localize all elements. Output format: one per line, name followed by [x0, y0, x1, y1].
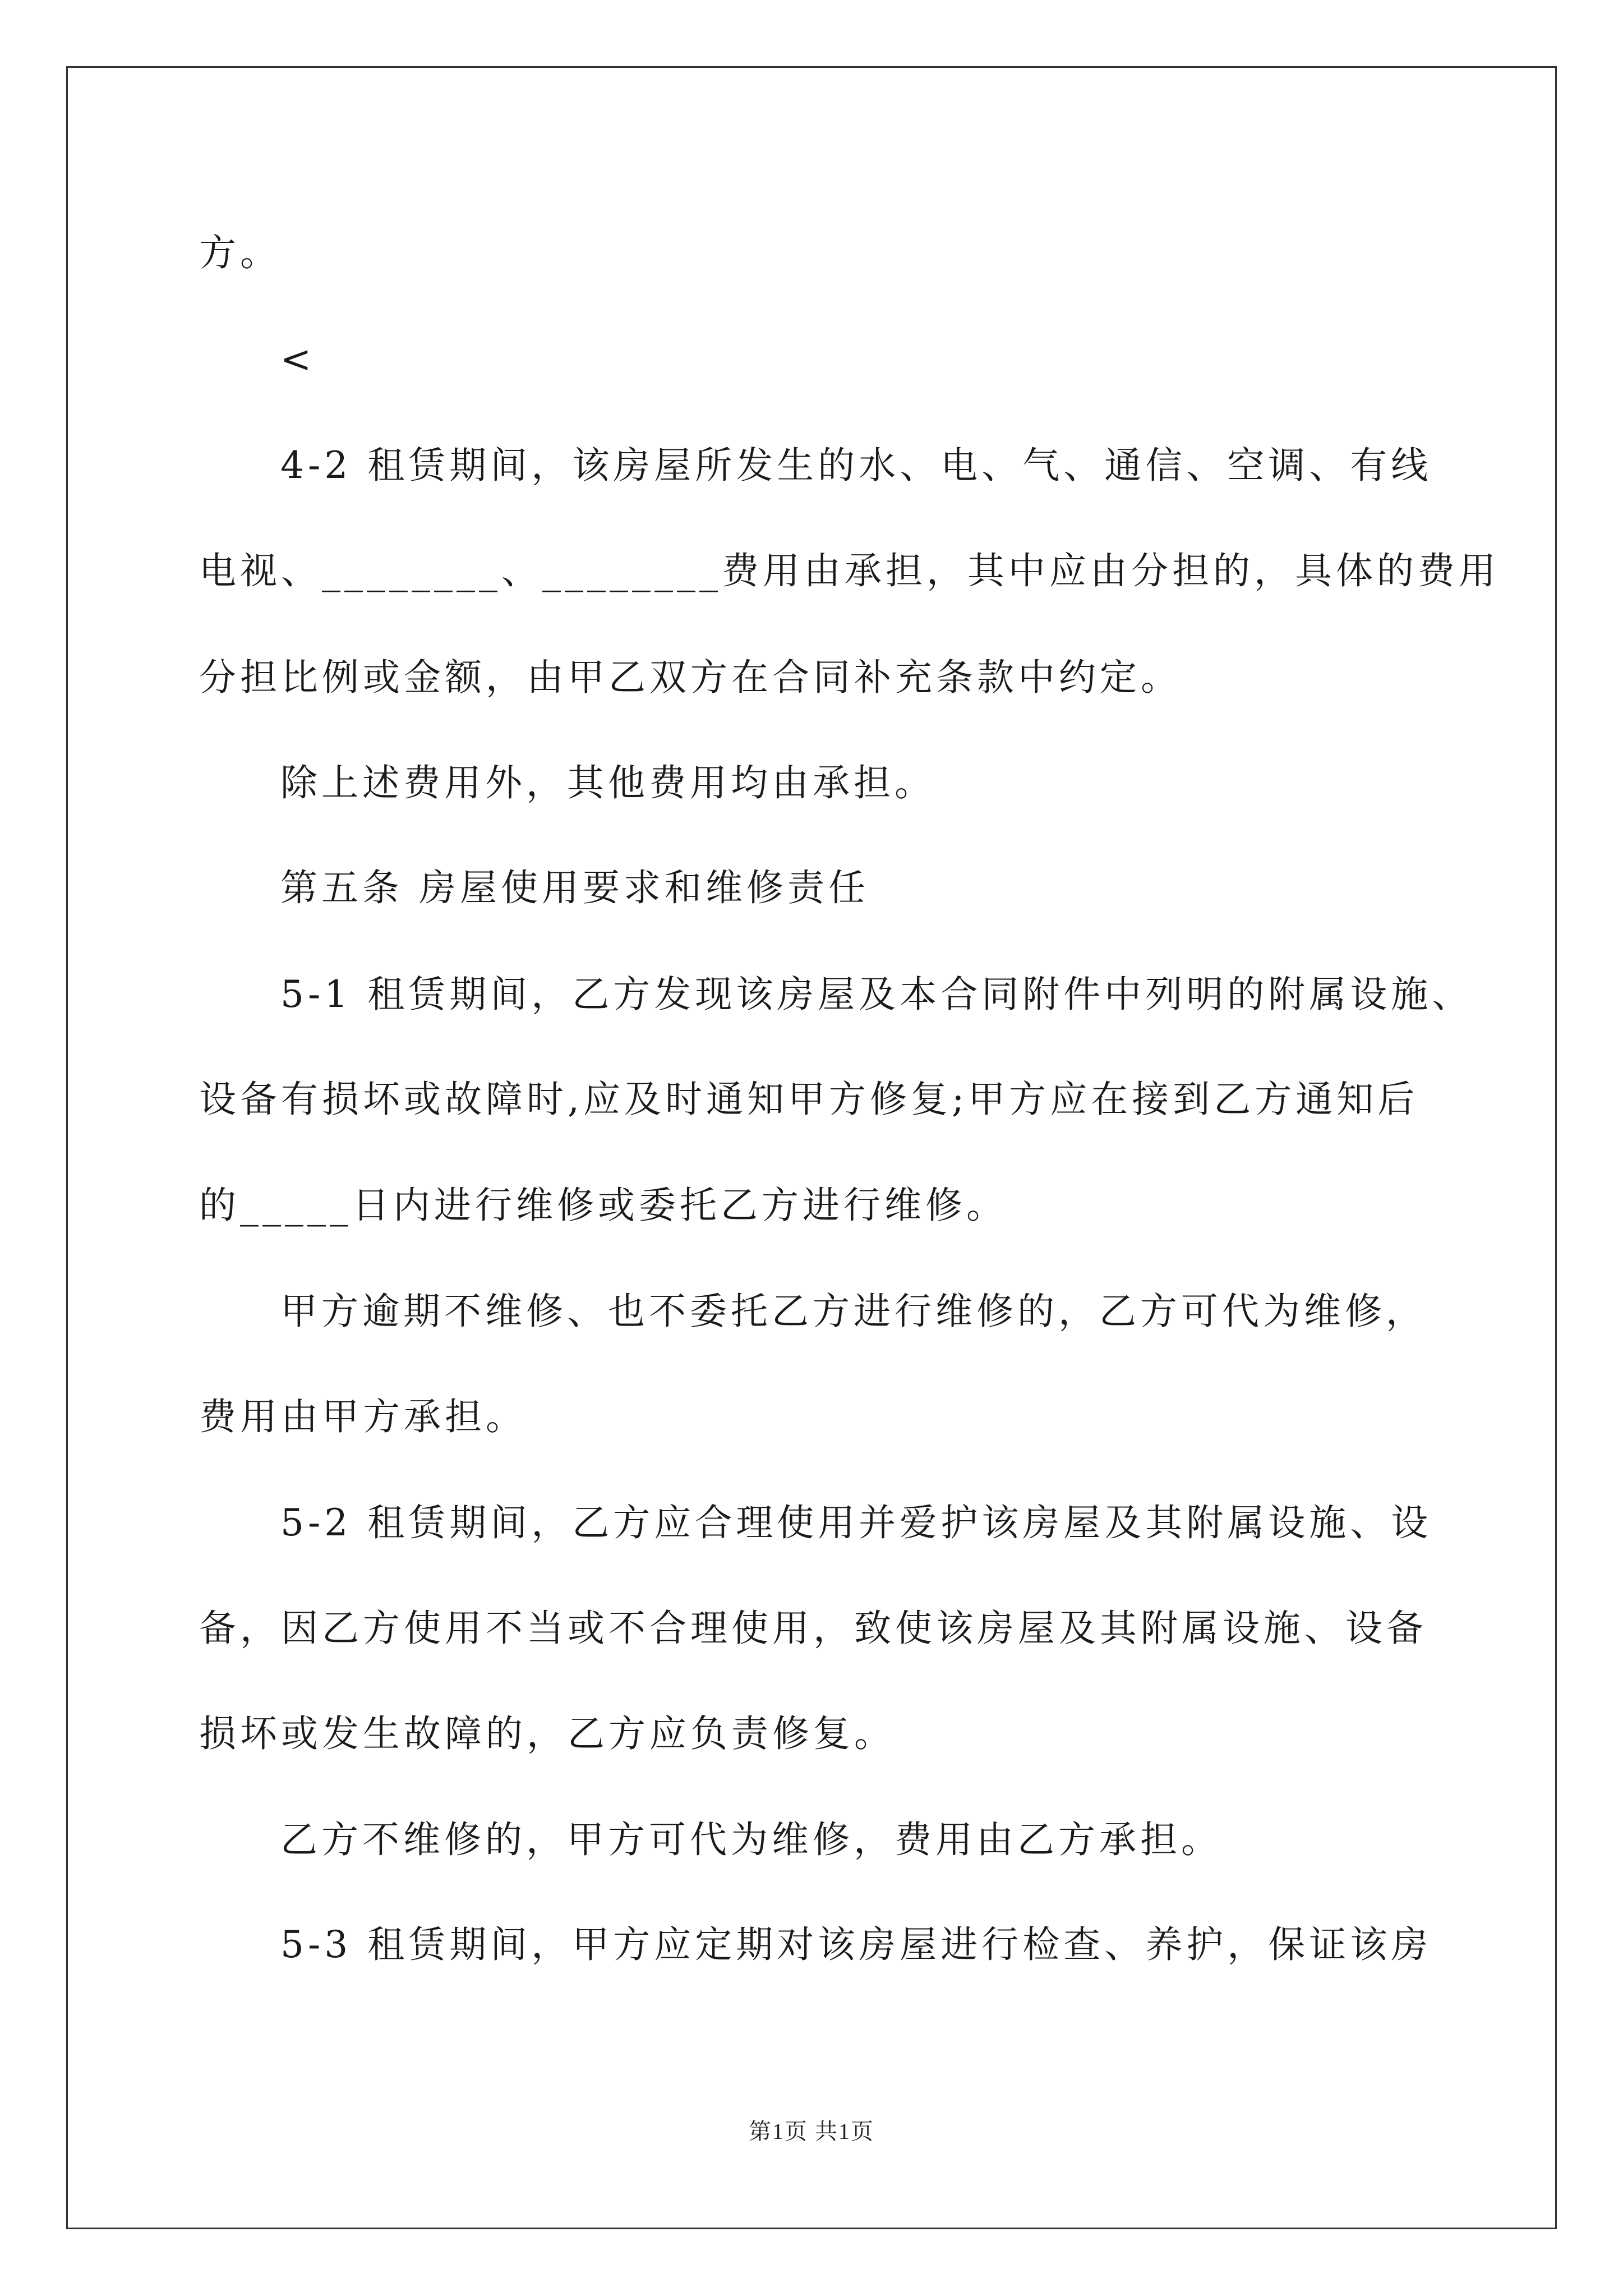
text-line: 方。 [199, 231, 281, 274]
section-heading: 第五条 房屋使用要求和维修责任 [280, 866, 869, 909]
text-line: 电视、________、________费用由承担，其中应由分担的，具体的费用 [199, 549, 1500, 592]
text-line: 设备有损坏或故障时,应及时通知甲方修复;甲方应在接到乙方通知后 [199, 1078, 1419, 1121]
text-line: 5-1 租赁期间，乙方发现该房屋及本合同附件中列明的附属设施、 [280, 973, 1473, 1016]
text-line: 的_____日内进行维修或委托乙方进行维修。 [199, 1184, 1007, 1227]
text-line: 备，因乙方使用不当或不合理使用，致使该房屋及其附属设施、设备 [199, 1607, 1427, 1650]
text-line: 甲方逾期不维修、也不委托乙方进行维修的，乙方可代为维修， [280, 1290, 1427, 1333]
page-number-footer: 第1页 共1页 [749, 2119, 874, 2144]
text-line: 4-2 租赁期间，该房屋所发生的水、电、气、通信、空调、有线 [280, 444, 1432, 487]
page-border [66, 66, 1557, 2229]
text-line: < [280, 338, 316, 381]
text-line: 费用由甲方承担。 [199, 1395, 527, 1438]
text-line: 5-3 租赁期间，甲方应定期对该房屋进行检查、养护，保证该房 [280, 1923, 1432, 1966]
text-line: 5-2 租赁期间，乙方应合理使用并爱护该房屋及其附属设施、设 [280, 1501, 1432, 1544]
text-line: 损坏或发生故障的，乙方应负责修复。 [199, 1712, 895, 1755]
text-line: 除上述费用外，其他费用均由承担。 [280, 761, 935, 804]
text-line: 分担比例或金额，由甲乙双方在合同补充条款中约定。 [199, 656, 1182, 699]
text-line: 乙方不维修的，甲方可代为维修，费用由乙方承担。 [280, 1818, 1222, 1861]
